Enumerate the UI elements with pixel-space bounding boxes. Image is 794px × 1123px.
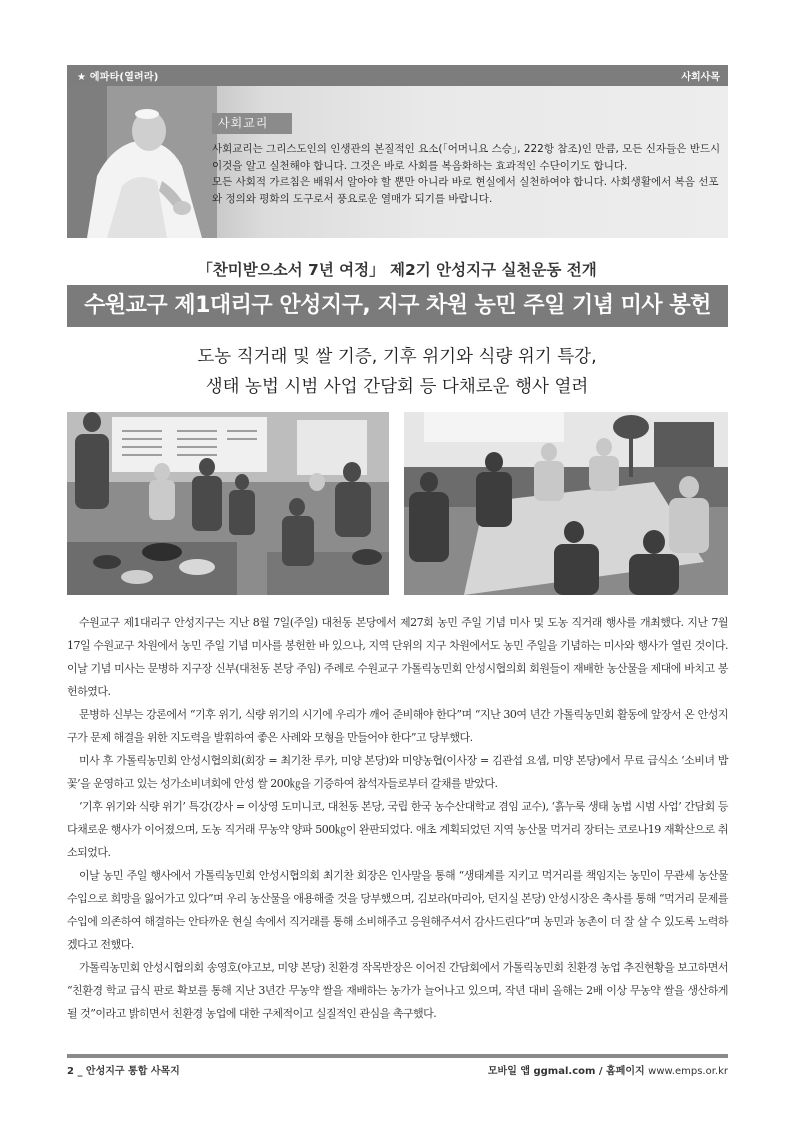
footer-rule	[67, 1054, 728, 1058]
article-paragraph: 미사 후 가톨릭농민회 안성시협의회(회장 = 최기찬 루카, 미양 본당)와 미양농협(이사장 = 김관섭 요셉, 미양 본당)에서 무료 급식소 ‘소비녀 밥꽃’을 운영하고 있는 성가소비녀회에 안성 쌀 200㎏을 기증하여 참석자들로부터 갈채를 받았다.	[67, 754, 728, 790]
article-headline: 수원교구 제1대리구 안성지구, 지구 차원 농민 주일 기념 미사 봉헌	[67, 285, 728, 327]
footer-contact-text: 모바일 앱 ggmal.com / 홈페이지	[487, 1066, 649, 1077]
deck-line: 도농 직거래 및 쌀 기증, 기후 위기와 식량 위기 특강,	[197, 347, 597, 367]
article-paragraph: 수원교구 제1대리구 안성지구는 지난 8월 7일(주일) 대천동 본당에서 제27회 농민 주일 기념 미사 및 도농 직거래 행사를 개최했다. 지난 7월 17일 수원교구 차원에서 농민 주일 기념 미사를 봉헌한 바 있으나, 지역 단위의 지구 차원에서도 농민 주일을 기념하는 미사와 행사가 열린 것이다. 이날 기념 미사는 문병하 지구장 신부(대천동 본당 주임) 주례로 수원교구 가톨릭농민회 안성시협의회 회원들이 재배한 농산물을 제대에 바치고 봉헌하였다.	[67, 616, 728, 698]
section-header-bar	[67, 65, 728, 86]
meeting-room-photo	[404, 412, 728, 595]
banner-paragraph: 모든 사회적 가르침은 배워서 알아야 할 뿐만 아니라 바로 현실에서 실천하여야 합니다. 사회생활에서 복음 선포와 정의와 평화의 도구로서 풍요로운 열매가 되기를 바랍니다.	[212, 176, 719, 205]
article-kicker: 「찬미받으소서 7년 여정」 제2기 안성지구 실천운동 전개	[197, 261, 597, 279]
pope-praying-photo	[67, 86, 217, 238]
banner-paragraph: 사회교리는 그리스도인의 인생관의 본질적인 요소(｢어머니요 스승｣, 222항 참조)인 만큼, 모든 신자들은 반드시 이것을 알고 실천해야 합니다. 그것은 바로 사회를 복음화하는 효과적인 수단이기도 합니다.	[212, 143, 721, 172]
article-paragraph: ‘기후 위기와 식량 위기’ 특강(강사 = 이상영 도미니코, 대천동 본당, 국립 한국 농수산대학교 겸임 교수), ‘흙누룩 생태 농법 시범 사업’ 간담회 등 다채로운 행사가 이어졌으며, 도농 직거래 무농약 양파 500㎏이 완판되었다. 애초 계획되었던 지역 농산물 먹거리 장터는 코로나19 재확산으로 취소되었다.	[67, 800, 728, 859]
homepage-link[interactable]: www.emps.or.kr	[648, 1066, 728, 1077]
page-number-label: 2 _ 안성지구 통합 사목지	[67, 1066, 180, 1077]
article-paragraph: 이날 농민 주일 행사에서 가톨릭농민회 안성시협의회 최기찬 회장은 인사말을 통해 “생태계를 지키고 먹거리를 책임지는 농민이 무관세 농산물 수입으로 희망을 잃어가고 있다”며 우리 농산물을 애용해줄 것을 당부했으며, 김보라(마리아, 던지실 본당) 안성시장은 축사를 통해 “먹거리 문제를 수입에 의존하여 해결하는 안타까운 현실 속에서 직거래를 통해 소비해주고 응원해주셔서 감사드린다”며 농민과 농촌이 더 잘 살 수 있도록 노력하겠다고 전했다.	[67, 869, 728, 951]
article-paragraph: 가톨릭농민회 안성시협의회 송영호(야고보, 미양 본당) 친환경 작목반장은 이어진 간담회에서 가톨릭농민회 친환경 농업 추진현황을 보고하면서 “친환경 학교 급식 판로 확보를 통해 지난 3년간 무농약 쌀을 재배하는 농가가 늘어나고 있으며, 작년 대비 올해는 2배 이상 무농약 쌀을 생산하게 될 것”이라고 밝히면서 친환경 농업에 대한 구체적이고 실질적인 관심을 촉구했다.	[67, 961, 728, 1020]
section-label: ★ 에파타(열려라)	[77, 72, 159, 83]
dining-event-photo	[67, 412, 389, 595]
article-paragraph: 문병하 신부는 강론에서 “기후 위기, 식량 위기의 시기에 우리가 깨어 준비해야 한다”며 “지난 30여 년간 가톨릭농민회 활동에 앞장서 온 안성지구가 문제 해결을 위한 지도력을 발휘하여 좋은 사례와 모형을 만들어야 한다”고 당부했다.	[67, 708, 728, 744]
category-label: 사회사목	[681, 72, 720, 83]
banner-tag: 사회교리	[212, 113, 292, 134]
article-deck	[0, 342, 794, 402]
deck-line: 생태 농법 시범 사업 간담회 등 다채로운 행사 열려	[205, 377, 589, 397]
article-body	[67, 611, 728, 1025]
social-doctrine-banner	[67, 86, 728, 238]
footer-contact	[488, 1062, 728, 1077]
banner-text	[212, 141, 722, 207]
